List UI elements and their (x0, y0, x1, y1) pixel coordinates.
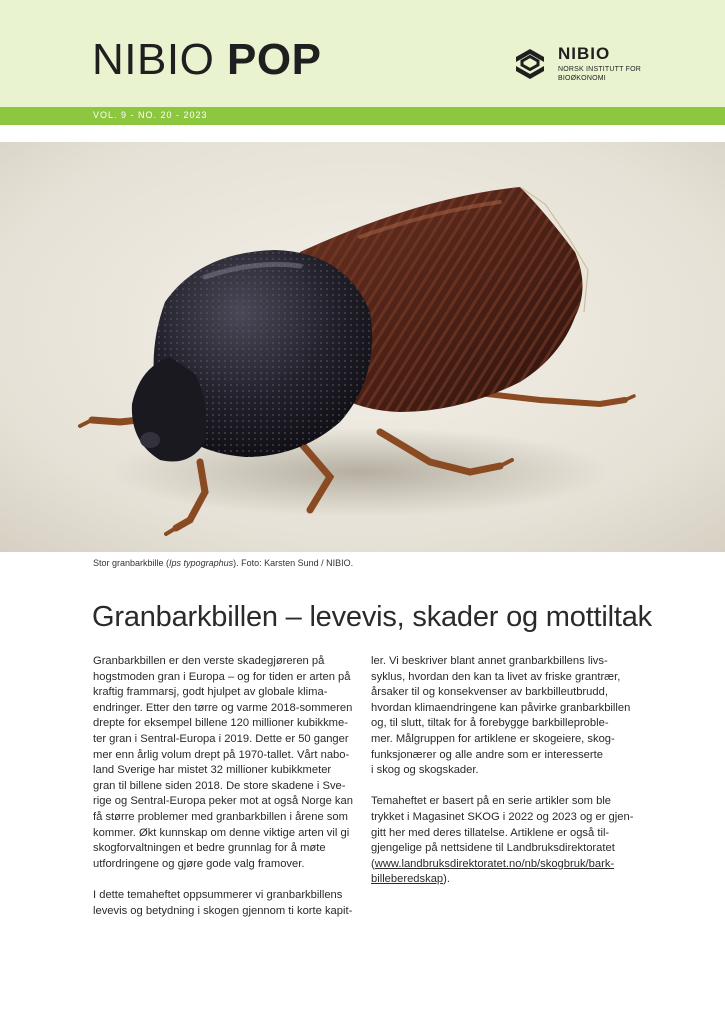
article-title: Granbarkbillen – levevis, skader og mottiltak (92, 601, 652, 633)
link-open-paren: ( (371, 857, 375, 870)
text-line (371, 857, 633, 873)
text-line: mer enn årlig volum drept på 1970-tallet. Vårt nabo- (93, 748, 350, 761)
text-line: ter gran i Sentral-Europa i 2019. Dette er 50 ganger (93, 732, 349, 745)
caption-suffix: ). Foto: Karsten Sund / NIBIO. (233, 558, 354, 568)
paragraph-intro (93, 654, 355, 872)
header (0, 0, 725, 107)
paragraph-continued (371, 654, 633, 779)
photo-caption (93, 558, 353, 568)
text-line: drepte for eksempel billene 120 millioner kubikkme- (93, 717, 348, 730)
masthead-light: NIBIO (92, 35, 228, 84)
beetle-illustration (0, 142, 725, 552)
text-line: syklus, hvordan den kan ta livet av friske grantrær, (371, 670, 621, 683)
masthead-bold: POP (227, 35, 322, 84)
text-line (371, 872, 633, 888)
text-line: endringer. Etter den tørre og varme 2018-sommeren (93, 701, 353, 714)
nibio-logo (512, 44, 642, 84)
logo-subtitle-line-2: BIOØKONOMI (558, 74, 606, 82)
landbruksdirektoratet-link[interactable]: www.landbruksdirektoratet.no/nb/skogbruk/bark- (374, 857, 615, 870)
paragraph-source (371, 794, 633, 888)
column-right (371, 654, 633, 904)
issue-band (0, 107, 725, 125)
text-line: få større problemer med granbarkbillen i årene som (93, 810, 348, 823)
column-left (93, 654, 355, 935)
text-line: kommer. Økt kunnskap om denne viktige arten vil gi (93, 826, 350, 839)
text-line: årsaker til og konsekvenser av barkbilleutbrudd, (371, 686, 608, 699)
text-line: skogforvaltningen et bedre grunnlag for å møte (93, 842, 326, 855)
text-line: kraftig frammarsj, godt hjulpet av globale klima- (93, 686, 328, 699)
text-line: Temaheftet er basert på en serie artikler som ble (371, 795, 612, 808)
beetle-photo (0, 142, 725, 552)
caption-prefix: Stor granbarkbille ( (93, 558, 170, 568)
masthead (92, 35, 322, 84)
text-line: hvordan klimaendringene kan påvirke granbarkbillen (371, 701, 631, 714)
logo-subtitle (558, 66, 648, 83)
landbruksdirektoratet-link-cont[interactable]: billeberedskap (371, 873, 444, 886)
text-line: mer. Målgruppen for artiklene er skogeiere, skog- (371, 732, 615, 745)
text-line: i skog og skogskader. (371, 764, 479, 777)
text-line: levevis og betydning i skogen gjennom ti korte kapit- (93, 904, 353, 917)
link-close-paren: ). (443, 873, 450, 886)
text-line: funksjonærer og alle andre som er interesserte (371, 748, 603, 761)
text-line: I dette temaheftet oppsummerer vi granbarkbillens (93, 888, 343, 901)
text-line: ler. Vi beskriver blant annet granbarkbillens livs- (371, 655, 608, 667)
volume-label: VOL. 9 - NO. 20 - 2023 (93, 110, 208, 120)
caption-species: Ips typographus (169, 558, 234, 568)
text-line: hogstmoden gran i Europa – og for tiden er arten på (93, 670, 351, 683)
logo-subtitle-line-1: NORSK INSTITUTT FOR (558, 66, 642, 73)
text-line: utfordringene og gjøre gode valg framover. (93, 857, 305, 870)
text-line: gitt her med deres tillatelse. Artiklene er også til- (371, 826, 610, 839)
text-line: trykket i Magasinet SKOG i 2022 og 2023 og er gjen- (371, 810, 634, 823)
text-line: rige og Sentral-Europa peker mot at også Norge kan (93, 795, 353, 808)
logo-brand: NIBIO (558, 44, 611, 63)
text-line: land Sverige har mistet 32 millioner kubikkmeter (93, 764, 332, 777)
text-line: gran til billene siden 2018. De store skadene i Sve- (93, 779, 346, 792)
text-line: gjengelige på nettsidene til Landbruksdirektoratet (371, 842, 615, 855)
nibio-logo-icon (512, 46, 548, 82)
text-line: og, til slutt, tiltak for å forebygge barkbilleproble- (371, 717, 609, 730)
text-line: Granbarkbillen er den verste skadegjøreren på (93, 655, 325, 667)
paragraph-summary (93, 888, 355, 919)
